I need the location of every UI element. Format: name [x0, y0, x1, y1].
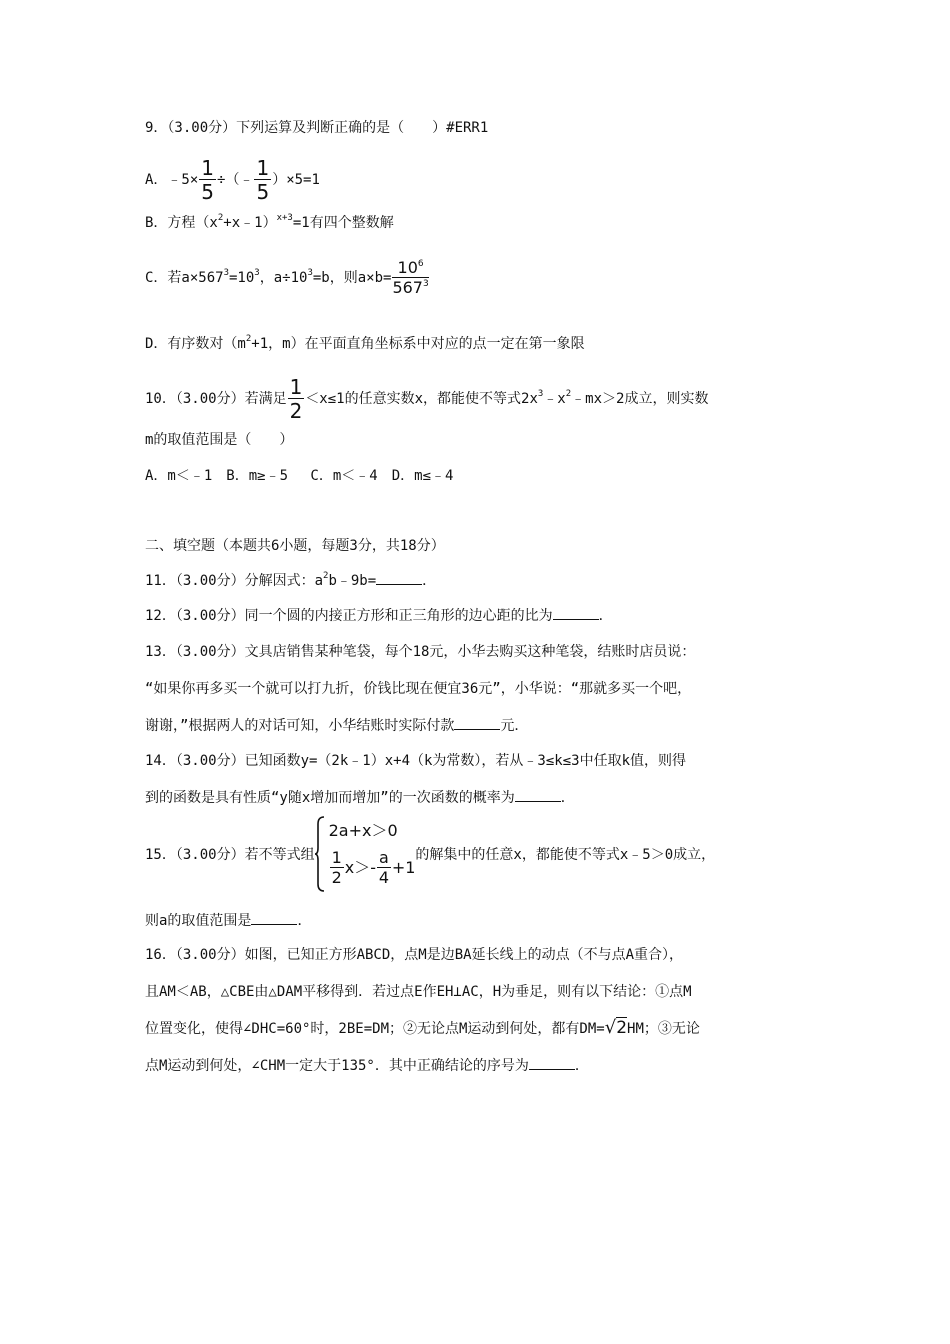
q10-exp1: 3	[537, 389, 544, 399]
q15-line2-text1: 则a的取值范围是	[145, 913, 252, 929]
section2-title: 二、填空题（本题共6小题，每题3分，共18分）	[145, 538, 445, 554]
q9-c-exp1: 3	[223, 268, 229, 278]
q14-answer-blank[interactable]	[515, 801, 561, 802]
q10-text2: ＜x≤1的任意实数x，都能使不等式2x	[305, 391, 538, 407]
left-brace-icon	[315, 816, 325, 892]
q15-row2-fraction2-num: a	[379, 848, 389, 867]
q9-b-exp1: 2	[217, 213, 224, 223]
q14-line1: 14．（3.00分）已知函数y=（2k﹣1）x+4（k为常数），若从﹣3≤k≤3中任取k值，则得	[145, 753, 687, 769]
q11-answer-blank[interactable]	[376, 584, 422, 585]
q13-line3	[145, 715, 528, 737]
q9-option-c	[145, 260, 430, 296]
q15-inequality-system	[315, 818, 416, 892]
q9-a-text3: ）×5=1	[272, 172, 320, 188]
q9-b-text3: =1有四个整数解	[292, 215, 394, 231]
q16-sqrt-value: 2	[616, 1018, 628, 1038]
q10-fraction	[288, 377, 305, 421]
q16-line3-text1: 位置变化，使得∠DHC=60°时，2BE=DM；②无论点M运动到何处，都有DM=	[145, 1021, 605, 1037]
q15-system-row2	[329, 844, 416, 892]
q14-line2	[145, 787, 575, 809]
q12	[145, 605, 613, 627]
q9-a-fraction1-num: 1	[201, 156, 215, 180]
q14-line2-text1: 到的函数是具有性质“y随x增加而增加”的一次函数的概率为	[145, 790, 515, 806]
q16-line2: 且AM＜AB，△CBE由△DAM平移得到．若过点E作EH⊥AC，H为垂足，则有以下结论：①点M	[145, 984, 692, 1000]
q9-c-text1: C．若a×567	[145, 270, 224, 286]
sqrt-icon: √	[604, 1017, 617, 1038]
q15-row2-fraction2-den: 4	[378, 868, 390, 887]
q9-b-text1: B．方程（x	[145, 215, 218, 231]
q13-line3-text2: 元．	[500, 718, 529, 734]
q15-text2: 的解集中的任意x，都能使不等式x﹣5＞0成立，	[415, 847, 716, 863]
q9-a-text1: A．﹣5×	[145, 172, 199, 188]
q15-row2-fraction1-den: 2	[331, 868, 342, 887]
q9-a-fraction2	[254, 158, 271, 202]
q10-text1: 10．（3.00分）若满足	[145, 391, 287, 407]
q9-option-a	[145, 158, 320, 202]
q9-c-den-base: 567	[392, 278, 423, 297]
q15-line1	[145, 818, 715, 892]
q15-system-row1: 2a+x＞0	[328, 821, 398, 840]
q15-row2-fraction1	[330, 850, 344, 886]
q9-c-num-base: 10	[397, 258, 418, 277]
q15-row2-tail: +1	[391, 858, 416, 877]
q10-options: A．m＜﹣1 B．m≥﹣5 C．m＜﹣4 D．m≤﹣4	[145, 468, 454, 484]
q16-line4-text2: ．	[574, 1058, 589, 1074]
q9-c-num-exp: 6	[417, 259, 424, 269]
q16-line1: 16．（3.00分）如图，已知正方形ABCD，点M是边BA延长线上的动点（不与点A重合），	[145, 947, 684, 963]
q10-exp2: 2	[565, 389, 572, 399]
q10-stem-line1	[145, 377, 708, 421]
q12-answer-blank[interactable]	[553, 619, 599, 620]
q15-row2-fraction1-num: 1	[331, 848, 342, 867]
q15-line2	[145, 910, 311, 932]
q16-answer-blank[interactable]	[529, 1069, 575, 1070]
q15-row2-fraction2	[377, 850, 391, 886]
q15-line2-text2: ．	[297, 913, 312, 929]
q9-d-text1: D．有序数对（m	[145, 336, 246, 352]
q13-line2: “如果你再多买一个就可以打九折，价钱比现在便宜36元”，小华说：“那就多买一个吧，	[145, 681, 692, 697]
q16-line4-text1: 点M运动到何处，∠CHM一定大于135°．其中正确结论的序号为	[145, 1058, 529, 1074]
q9-c-text3: ，a÷10	[259, 270, 308, 286]
q9-d-text2: +1，m）在平面直角坐标系中对应的点一定在第一象限	[251, 336, 585, 352]
q9-stem: 9．（3.00分）下列运算及判断正确的是（ ）#ERR1	[145, 120, 489, 136]
q9-c-fraction-den	[392, 278, 428, 296]
q10-text3: ﹣x	[543, 391, 566, 407]
q9-c-text2: =10	[229, 270, 255, 286]
q9-a-fraction2-den: 5	[256, 180, 270, 204]
q10-fraction-den: 2	[289, 399, 303, 423]
q11-text2: b﹣9b=	[328, 573, 377, 589]
q9-d-exp1: 2	[245, 334, 252, 344]
q16-line3	[145, 1017, 700, 1040]
q13-line1: 13．（3.00分）文具店销售某种笔袋，每个18元，小华去购买这种笔袋，结账时店员说：	[145, 644, 696, 660]
q9-c-fraction-num	[392, 260, 428, 278]
q10-stem-line2: m的取值范围是（ ）	[145, 432, 294, 448]
q11-text1: 11．（3.00分）分解因式：a	[145, 573, 324, 589]
q9-option-d	[145, 333, 585, 355]
q12-text1: 12．（3.00分）同一个圆的内接正方形和正三角形的边心距的比为	[145, 608, 553, 624]
q16-line3-text2: HM；③无论	[627, 1021, 700, 1037]
q11	[145, 570, 436, 592]
q9-a-fraction2-num: 1	[256, 156, 270, 180]
q9-c-exp2: 3	[254, 268, 260, 278]
q9-option-b	[145, 212, 394, 234]
q9-a-fraction1	[199, 158, 216, 202]
q12-text2: ．	[598, 608, 613, 624]
q9-c-fraction	[392, 260, 428, 296]
q9-c-den-exp: 3	[422, 279, 429, 289]
q15-row2-mid: x＞-	[344, 858, 377, 877]
q9-a-fraction1-den: 5	[201, 180, 215, 204]
q14-line2-text2: ．	[560, 790, 575, 806]
q9-c-exp3: 3	[307, 268, 313, 278]
q9-b-exp2: x+3	[276, 213, 293, 223]
q16-line4	[145, 1055, 589, 1077]
q11-text3: ．	[422, 573, 437, 589]
q11-exp1: 2	[323, 571, 329, 581]
q9-c-text4: =b，则a×b=	[312, 270, 392, 286]
q13-answer-blank[interactable]	[454, 729, 500, 730]
q15-answer-blank[interactable]	[251, 924, 297, 925]
q15-text1: 15．（3.00分）若不等式组	[145, 847, 315, 863]
q10-fraction-num: 1	[289, 375, 303, 399]
q9-b-text2: +x﹣1）	[223, 215, 277, 231]
q10-text4: ﹣mx＞2成立，则实数	[571, 391, 709, 407]
q9-a-text2: ÷（﹣	[217, 172, 254, 188]
q13-line3-text1: 谢谢，”根据两人的对话可知，小华结账时实际付款	[145, 718, 455, 734]
